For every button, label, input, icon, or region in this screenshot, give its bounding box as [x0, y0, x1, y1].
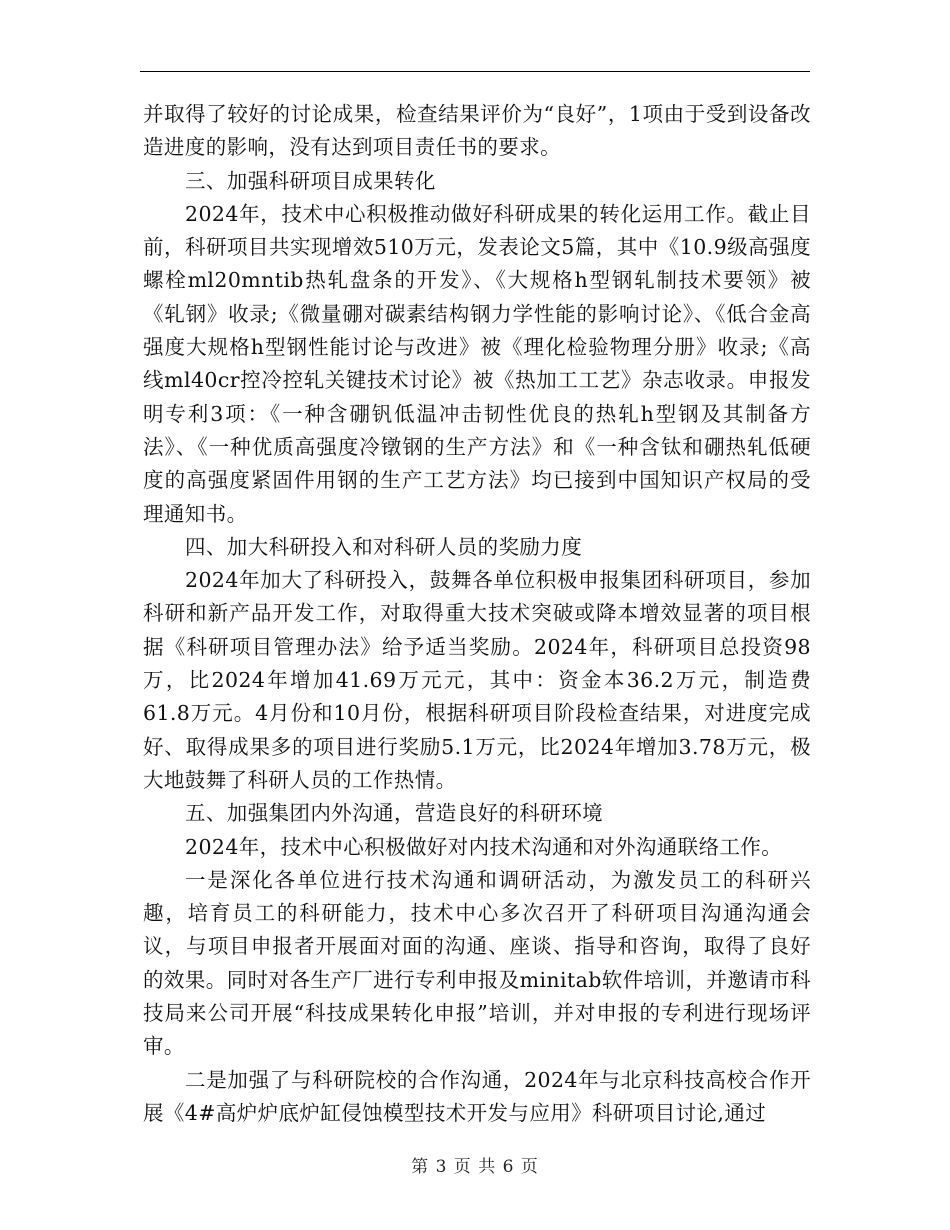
paragraph-communication-intro: 2024年，技术中心积极做好对内技术沟通和对外沟通联络工作。: [185, 834, 783, 859]
page-number: 第 3 页 共 6 页: [411, 1157, 539, 1177]
paragraph-university-cooperation: 二是加强了与科研院校的合作沟通，2024年与北京科技高校合作开展《4#高炉炉底炉缸侵蚀模型技术开发与应用》科研项目讨论,通过: [143, 1067, 811, 1125]
paragraph-internal-communication: 一是深化各单位进行技术沟通和调研活动，为激发员工的科研兴趣，培育员工的科研能力，技术中心多次召开了科研项目沟通沟通会议，与项目申报者开展面对面的沟通、座谈、指导和咨询，取得了良好的效果。同时对各生产厂进行专利申报及minitab软件培训，并邀请市科技局来公司开展“科技成果转化申报”培训，并对申报的专利进行现场评审。: [143, 867, 811, 1059]
section-heading-4: 四、加大科研投入和对科研人员的奖励力度: [185, 534, 583, 559]
document-body: [143, 98, 811, 1130]
section-heading-3: 三、加强科研项目成果转化: [185, 168, 436, 193]
paragraph-research-results: 2024年，技术中心积极推动做好科研成果的转化运用工作。截止目前，科研项目共实现增效510万元，发表论文5篇，其中《10.9级高强度螺栓ml20mntib热轧盘条的开发》、《大规格h型钢轧制技术要领》被《轧钢》收录;《微量硼对碳素结构钢力学性能的影响讨论》、《低合金高强度大规格h型钢性能讨论与改进》被《理化检验物理分册》收录;《高线ml40cr控冷控轧关键技术讨论》被《热加工工艺》杂志收录。申报发明专利3项：《一种含硼钒低温冲击韧性优良的热轧h型钢及其制备方法》、《一种优质高强度冷镦钢的生产方法》和《一种含钛和硼热轧低硬度的高强度紧固件用钢的生产工艺方法》均已接到中国知识产权局的受理通知书。: [143, 201, 811, 526]
header-rule: [140, 71, 810, 72]
paragraph-research-investment: 2024年加大了科研投入，鼓舞各单位积极申报集团科研项目，参加科研和新产品开发工作，对取得重大技术突破或降本增效显著的项目根据《科研项目管理办法》给予适当奖励。2024年，科研项目总投资98万，比2024年增加41.69万元元，其中：资金本36.2万元，制造费61.8万元。4月份和10月份，根据科研项目阶段检查结果，对进度完成好、取得成果多的项目进行奖励5.1万元，比2024年增加3.78万元，极大地鼓舞了科研人员的工作热情。: [143, 568, 811, 792]
paragraph-continuation: 并取得了较好的讨论成果，检查结果评价为“良好”，1项由于受到设备改造进度的影响，没有达到项目责任书的要求。: [143, 102, 811, 160]
section-heading-5: 五、加强集团内外沟通，营造良好的科研环境: [185, 801, 603, 826]
